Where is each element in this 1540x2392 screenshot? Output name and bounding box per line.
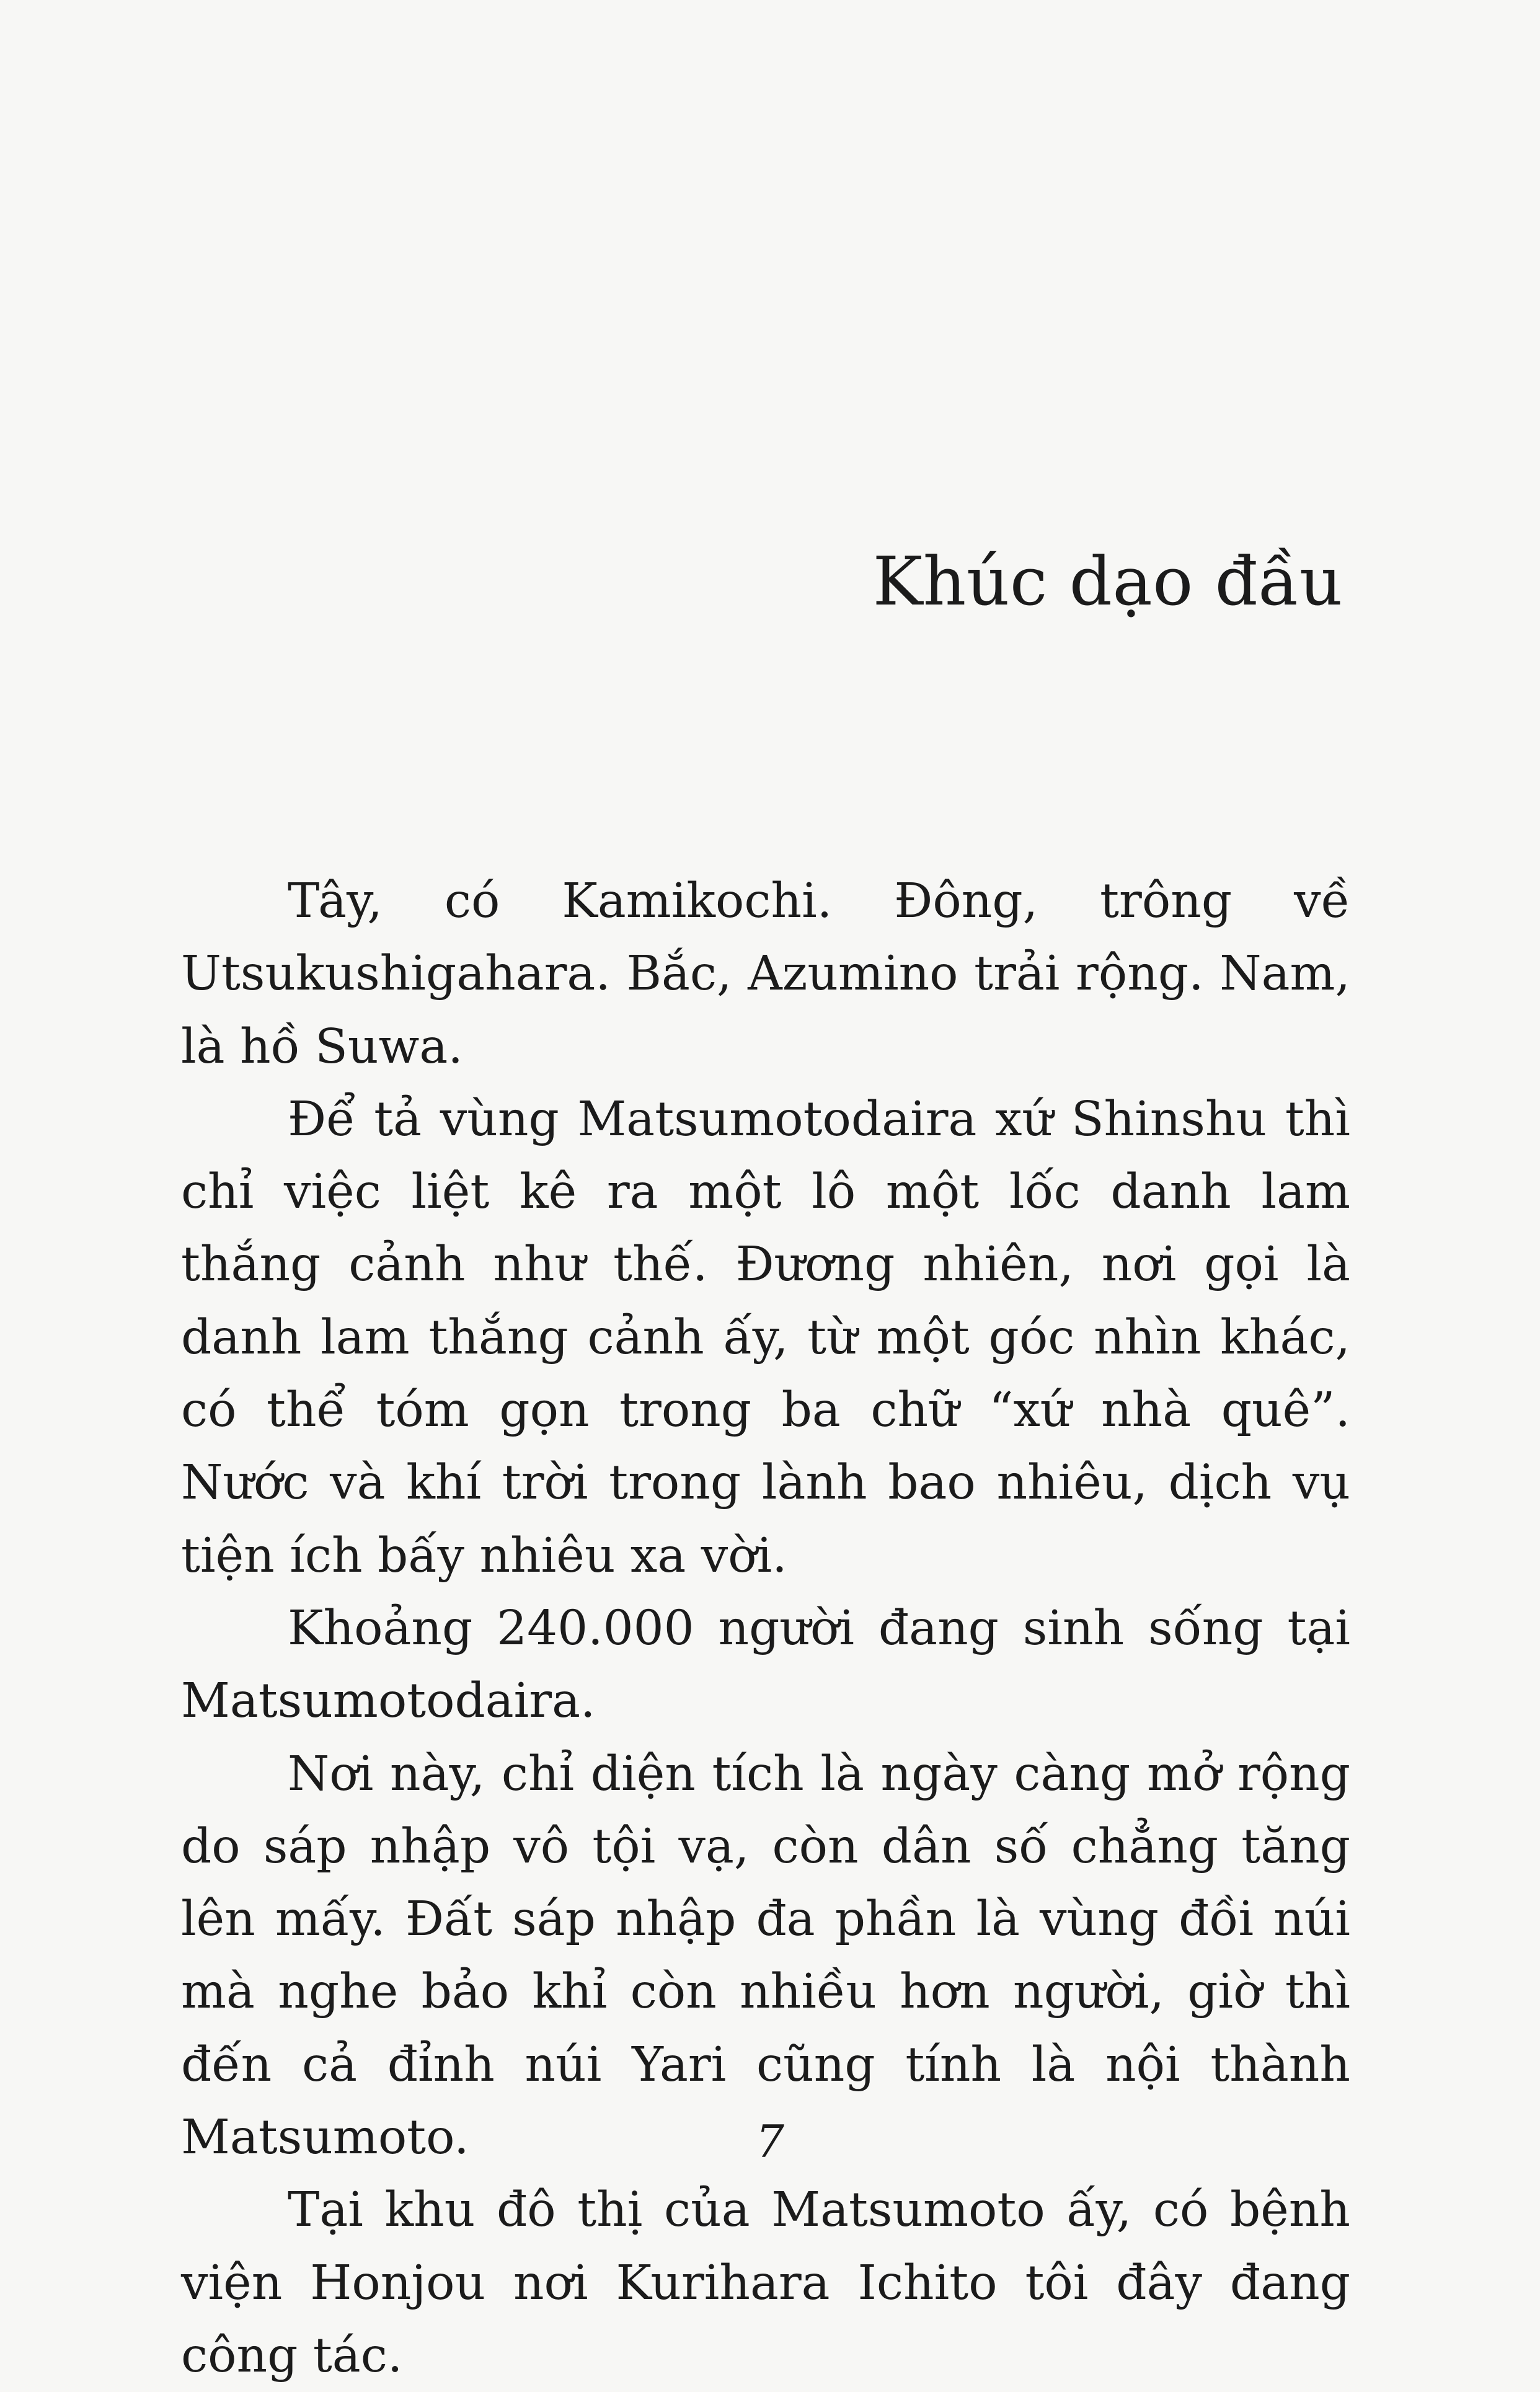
chapter-title: Khúc dạo đầu [872, 543, 1343, 621]
paragraph: Tây, có Kamikochi. Đông, trông về Utsukushigahara. Bắc, Azumino trải rộng. Nam, là hồ Suwa. [181, 874, 1350, 1074]
paragraph: Khoảng 240.000 người đang sinh sống tại Matsumotodaira. [181, 1600, 1350, 1729]
page-number: 7 [756, 2115, 784, 2168]
paragraph: Để tả vùng Matsumotodaira xứ Shinshu thì chỉ việc liệt kê ra một lô một lốc danh lam thắng cảnh như thế. Đương nhiên, nơi gọi là danh lam thắng cảnh ấy, từ một góc nhìn khác, có thể tóm gọn trong ba chữ “xứ nhà quê”. Nước và khí trời trong lành bao nhiêu, dịch vụ tiện ích bấy nhiêu xa vời. [181, 1091, 1350, 1584]
paragraph: Nơi này, chỉ diện tích là ngày càng mở rộng do sáp nhập vô tội vạ, còn dân số chẳng tăng lên mấy. Đất sáp nhập đa phần là vùng đồi núi mà nghe bảo khỉ còn nhiều hơn người, giờ thì đến cả đỉnh núi Yari cũng tính là nội thành Matsumoto. [181, 1746, 1350, 2166]
paragraph: Tại khu đô thị của Matsumoto ấy, có bệnh viện Honjou nơi Kurihara Ichito tôi đây đang công tác. [181, 2182, 1350, 2383]
